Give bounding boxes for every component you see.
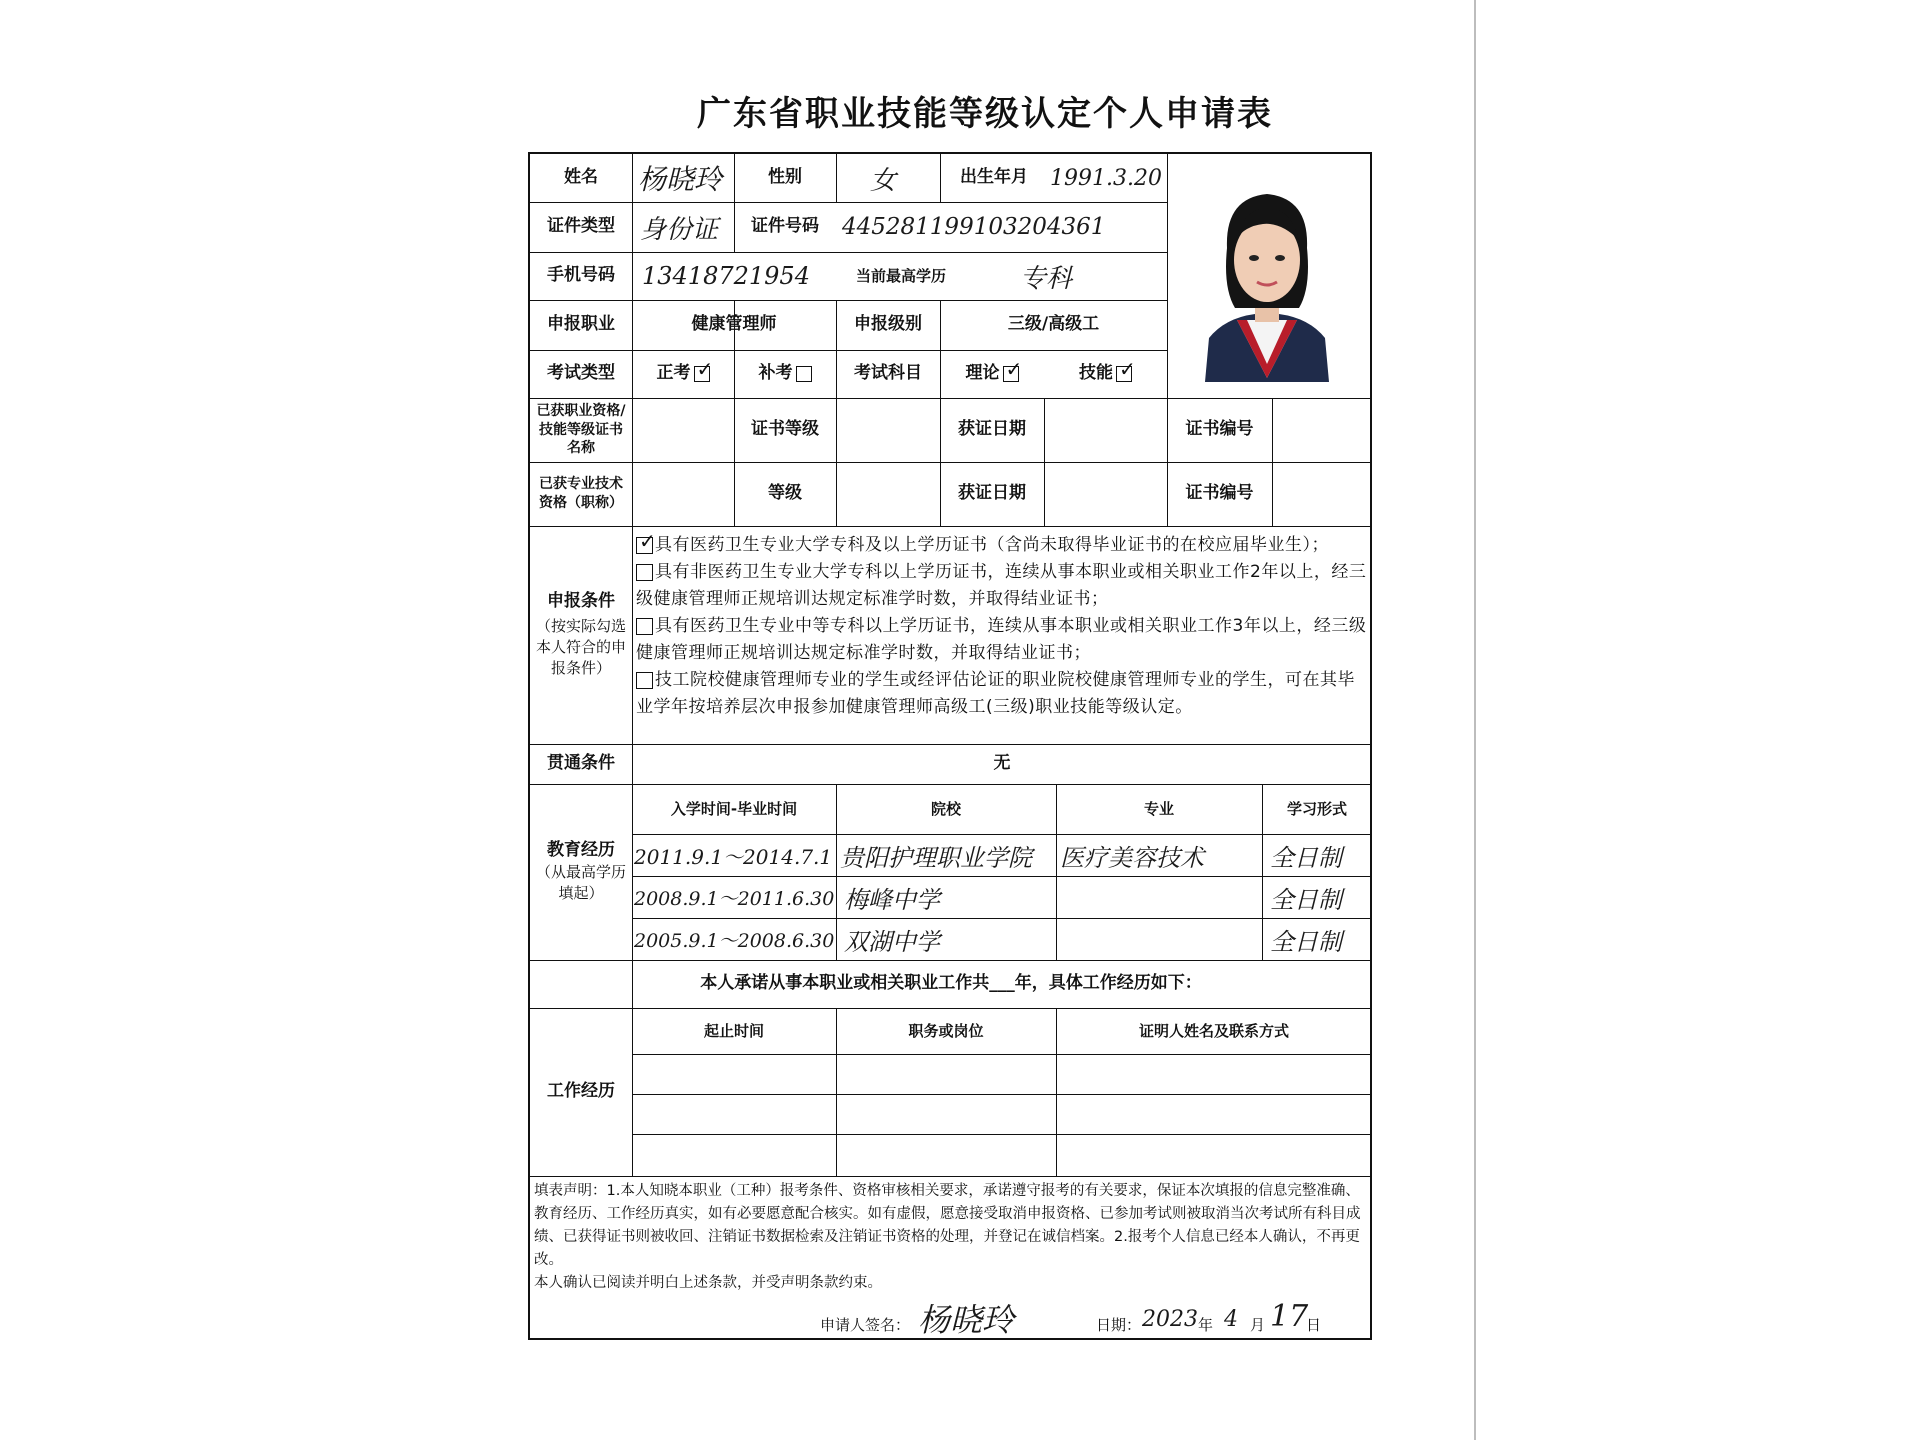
subject-skill-label: 技能 bbox=[1079, 363, 1113, 384]
name-value: 杨晓玲 bbox=[638, 163, 723, 196]
exam-makeup-option[interactable] bbox=[734, 350, 836, 398]
subject-theory-checkbox[interactable] bbox=[1003, 366, 1019, 382]
occupation-value: 健康管理师 bbox=[691, 314, 777, 335]
exam-makeup-checkbox[interactable] bbox=[796, 366, 812, 382]
conditions-label: 申报条件 bbox=[547, 590, 615, 611]
through-label: 贯通条件 bbox=[547, 753, 615, 774]
grid-line bbox=[836, 154, 837, 202]
grid-line bbox=[1272, 398, 1273, 526]
education-header-major: 专业 bbox=[1143, 799, 1174, 818]
application-form bbox=[528, 152, 1372, 1340]
date-year-unit: 年 bbox=[1198, 1316, 1214, 1334]
condition-text: 技工院校健康管理师专业的学生或经评估论证的职业院校健康管理师专业的学生，可在其毕业学年按培养层次申报参加健康管理师高级工(三级)职业技能等级认定。 bbox=[636, 670, 1355, 717]
exam-makeup-label: 补考 bbox=[758, 363, 793, 384]
grid-line bbox=[530, 1176, 1372, 1177]
education-row-2-mode: 全日制 bbox=[1270, 885, 1342, 914]
date-label: 日期： bbox=[1096, 1316, 1142, 1334]
education-label: 当前最高学历 bbox=[855, 266, 946, 285]
education-row-2-school: 梅峰中学 bbox=[844, 885, 940, 914]
professional-certno-label: 证书编号 bbox=[1185, 483, 1254, 504]
conditions-label-cell bbox=[530, 526, 632, 744]
birth-label: 出生年月 bbox=[960, 167, 1028, 188]
grid-line bbox=[632, 1054, 1372, 1055]
work-header-period: 起止时间 bbox=[703, 1021, 764, 1040]
exam-type-label: 考试类型 bbox=[547, 363, 615, 384]
page-title: 广东省职业技能等级认定个人申请表 bbox=[697, 94, 1273, 134]
condition-text: 具有医药卫生专业中等专科以上学历证书，连续从事本职业或相关职业工作3年以上，经三级健康管理师正规培训达规定标准学时数，并取得结业证书； bbox=[636, 616, 1367, 663]
subject-skill-option[interactable] bbox=[1044, 350, 1167, 398]
subject-theory-option[interactable] bbox=[940, 350, 1044, 398]
signature-label: 申请人签名： bbox=[820, 1316, 911, 1334]
gender-label: 性别 bbox=[768, 167, 802, 188]
education-header-period: 入学时间-毕业时间 bbox=[670, 799, 798, 818]
professional-grade-label: 等级 bbox=[768, 483, 802, 504]
education-history-label: 教育经历 bbox=[547, 840, 615, 861]
qualification-grade-label: 证书等级 bbox=[751, 419, 819, 440]
scan-edge-line bbox=[1474, 0, 1476, 1440]
gender-value: 女 bbox=[870, 165, 897, 196]
condition-item[interactable] bbox=[636, 559, 1370, 613]
work-history-label: 工作经历 bbox=[547, 1081, 615, 1102]
date-day-unit: 日 bbox=[1306, 1316, 1322, 1334]
exam-subject-label: 考试科目 bbox=[854, 363, 922, 384]
through-value: 无 bbox=[993, 753, 1011, 774]
education-history-note: （从最高学历填起） bbox=[535, 862, 626, 902]
name-label: 姓名 bbox=[564, 167, 598, 188]
condition-checkbox[interactable] bbox=[636, 537, 653, 554]
condition-item[interactable] bbox=[636, 613, 1370, 667]
work-header-position: 职务或岗位 bbox=[908, 1021, 984, 1040]
grid-line bbox=[632, 1094, 1372, 1095]
education-value: 专科 bbox=[1020, 263, 1073, 294]
phone-value: 13418721954 bbox=[642, 262, 810, 290]
idno-label: 证件号码 bbox=[751, 216, 819, 237]
education-row-1-school: 贵阳护理职业学院 bbox=[840, 843, 1032, 872]
date-month: 4 bbox=[1224, 1306, 1238, 1332]
date-year: 2023 bbox=[1142, 1306, 1198, 1332]
condition-checkbox[interactable] bbox=[636, 672, 653, 689]
declaration-confirm: 本人确认已阅读并明白上述条款，并受声明条款约束。 bbox=[534, 1275, 882, 1291]
qualification-certno-label: 证书编号 bbox=[1185, 419, 1254, 440]
education-history-label-cell bbox=[530, 784, 632, 960]
idtype-value: 身份证 bbox=[640, 214, 719, 245]
date-day: 17 bbox=[1270, 1298, 1309, 1334]
level-label: 申报级别 bbox=[854, 314, 922, 335]
occupation-label: 申报职业 bbox=[547, 314, 615, 335]
conditions-list bbox=[636, 532, 1370, 721]
work-header-reference: 证明人姓名及联系方式 bbox=[1138, 1021, 1289, 1040]
grid-line bbox=[530, 526, 1372, 527]
signature-value: 杨晓玲 bbox=[918, 1301, 1015, 1339]
exam-formal-checkbox[interactable] bbox=[694, 366, 710, 382]
phone-label: 手机号码 bbox=[547, 265, 615, 286]
education-row-3-period: 2005.9.1～2008.6.30 bbox=[634, 929, 835, 952]
education-row-1-major: 医疗美容技术 bbox=[1060, 843, 1204, 872]
declaration-text: 填表声明：1.本人知晓本职业（工种）报考条件、资格审核相关要求，承诺遵守报考的有关要求，保证本次填报的信息完整准确、教育经历、工作经历真实，如有必要愿意配合核实。如有虚假，愿意接受取消申报资格、已参加考试则被取消当次考试所有科目成绩、已获得证书则被收回、注销证书数据检索及注销证书资格的处理，并登记在诚信档案。2.报考个人信息已经本人确认，不再更改。 bbox=[534, 1183, 1361, 1268]
education-row-2-period: 2008.9.1～2011.6.30 bbox=[634, 887, 835, 910]
date-month-unit: 月 bbox=[1250, 1316, 1266, 1334]
education-header-mode: 学习形式 bbox=[1286, 799, 1347, 818]
education-row-1-mode: 全日制 bbox=[1270, 843, 1342, 872]
declaration bbox=[534, 1180, 1368, 1295]
professional-date-label: 获证日期 bbox=[958, 483, 1026, 504]
subject-theory-label: 理论 bbox=[965, 363, 1000, 384]
education-row-3-school: 双湖中学 bbox=[844, 927, 940, 956]
condition-item[interactable] bbox=[636, 667, 1370, 721]
condition-checkbox[interactable] bbox=[636, 618, 653, 635]
level-value: 三级/高级工 bbox=[1007, 314, 1100, 335]
condition-item[interactable] bbox=[636, 532, 1370, 559]
grid-line bbox=[632, 1134, 1372, 1135]
birth-value: 1991.3.20 bbox=[1050, 165, 1162, 191]
condition-checkbox[interactable] bbox=[636, 564, 653, 581]
grid-line bbox=[1044, 398, 1045, 526]
condition-text: 具有医药卫生专业大学专科及以上学历证书（含尚未取得毕业证书的在校应届毕业生）； bbox=[655, 535, 1329, 555]
applicant-photo bbox=[1185, 178, 1349, 382]
condition-text: 具有非医药卫生专业大学专科以上学历证书，连续从事本职业或相关职业工作2年以上，经三级健康管理师正规培训达规定标准学时数，并取得结业证书； bbox=[636, 562, 1367, 609]
work-promise: 本人承诺从事本职业或相关职业工作共___年，具体工作经历如下： bbox=[700, 973, 1202, 994]
professional-title-label: 已获专业技术资格（职称） bbox=[539, 476, 623, 511]
education-row-1-period: 2011.9.1～2014.7.1 bbox=[634, 844, 833, 869]
idtype-label: 证件类型 bbox=[547, 216, 615, 237]
education-header-school: 院校 bbox=[930, 799, 961, 818]
education-row-3-mode: 全日制 bbox=[1270, 927, 1342, 956]
exam-formal-label: 正考 bbox=[656, 363, 691, 384]
qualification-cert-label: 已获职业资格/技能等级证书名称 bbox=[536, 402, 626, 457]
qualification-date-label: 获证日期 bbox=[958, 419, 1026, 440]
subject-skill-checkbox[interactable] bbox=[1116, 366, 1132, 382]
conditions-note: （按实际勾选本人符合的申报条件） bbox=[535, 617, 626, 678]
exam-formal-option[interactable] bbox=[632, 350, 734, 398]
idno-value: 445281199103204361 bbox=[842, 214, 1106, 240]
